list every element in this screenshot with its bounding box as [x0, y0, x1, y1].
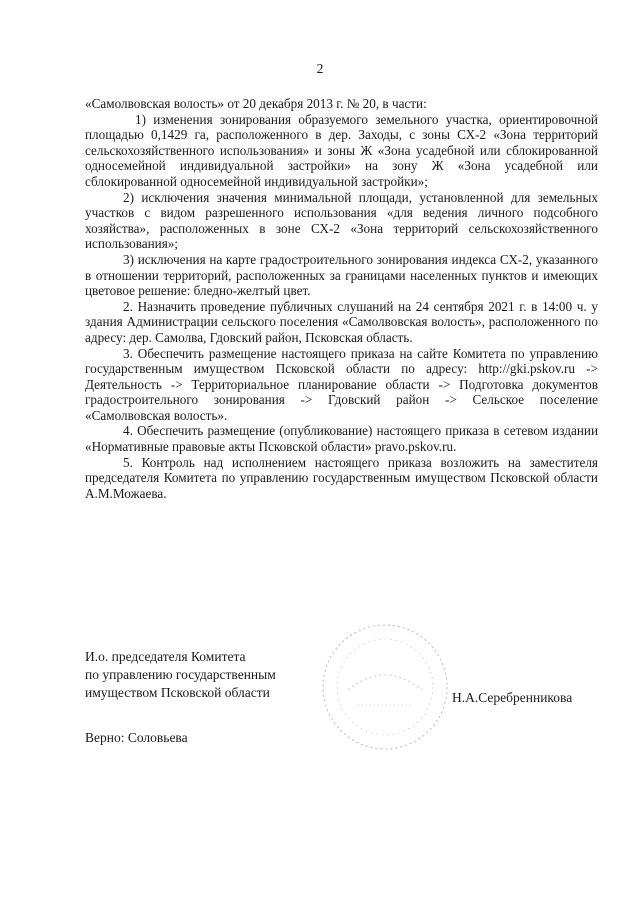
paragraph-clause-3: 3. Обеспечить размещение настоящего приказа на сайте Комитета по управлению государственным имуществом Псковской области по адресу: http://gki.pskov.ru -> Деятельность -> Территориальное планирование области -> Подготовка документов градостроительного зонирования -> Гдовский район -> Сельское поселение «Самолвовская волость».: [85, 345, 598, 423]
signature-block: [85, 648, 276, 702]
signatory-title-line-3: имуществом Псковской области: [85, 685, 270, 700]
paragraph-clause-5: 5. Контроль над исполнением настоящего приказа возложить на заместителя председателя Комитета по управлению государственным имуществом Псковской области А.М.Можаева.: [85, 454, 598, 501]
paragraph-item-3: 3) исключения на карте градостроительного зонирования индекса СХ-2, указанного в отношении территорий, расположенных за границами населенных пунктов и имеющих цветовое решение: бледно-желтый цвет.: [85, 251, 598, 299]
official-seal-stamp: [318, 620, 453, 755]
paragraph-clause-2: 2. Назначить проведение публичных слушаний на 24 сентября 2021 г. в 14:00 ч. у здания Администрации сельского поселения «Самолвовская волость», расположенного по адресу: дер. Самолва, Гдовский район, Псковская область.: [85, 298, 598, 345]
certified-copy-note: Верно: Соловьева: [85, 730, 188, 745]
page-number: 2: [316, 62, 324, 77]
paragraph-item-2: 2) исключения значения минимальной площади, установленной для земельных участков с видом разрешенного использования «для ведения личного подсобного хозяйства», расположенных в зоне СХ-2 «Зона территорий сельскохозяйственного использования»;: [85, 189, 598, 252]
signatory-title-line-2: по управлению государственным: [85, 667, 276, 682]
signatory-title-line-1: И.о. председателя Комитета: [85, 649, 246, 664]
document-body: [85, 96, 598, 501]
signatory-name: Н.А.Серебренникова: [452, 690, 573, 705]
paragraph-intro: «Самолвовская волость» от 20 декабря 2013 г. № 20, в части:: [85, 96, 427, 111]
paragraph-clause-4: 4. Обеспечить размещение (опубликование) настоящего приказа в сетевом издании «Нормативные правовые акты Псковской области» pravo.pskov.ru.: [85, 423, 598, 455]
paragraph-item-1: 1) изменения зонирования образуемого земельного участка, ориентировочной площадью 0,1429 га, расположенного в дер. Заходы, с зоны СХ-2 «Зона территорий сельскохозяйственного использования» и зоны Ж «Зона усадебной или сблокированной односемейной индивидуальной застройки» на зону Ж «Зона усадебной или сблокированной односемейной индивидуальной застройки»;: [85, 111, 598, 189]
